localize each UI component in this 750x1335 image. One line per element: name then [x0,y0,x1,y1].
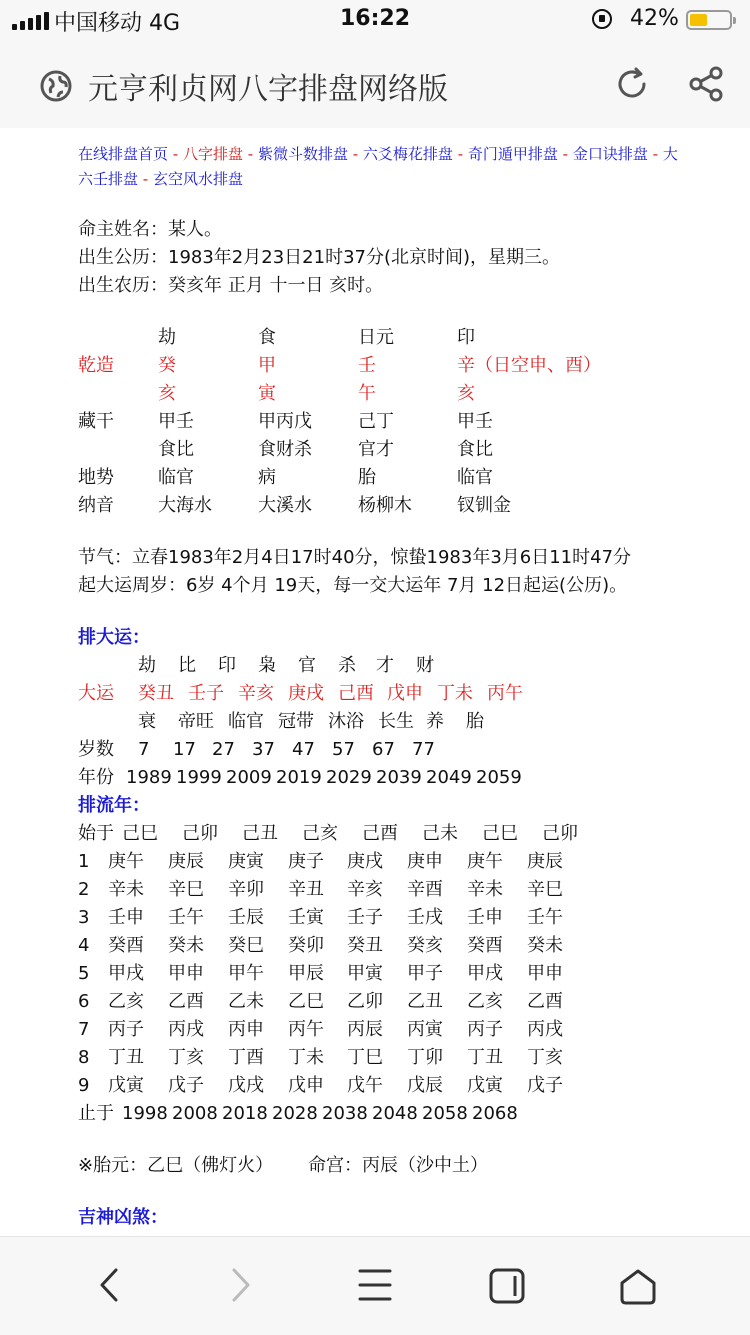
stem-cell: 辛（日空申、酉） [457,355,601,376]
liunian-cell: 丙子 [108,1019,144,1040]
page-title: 元亨利贞网八字排盘网络版 [88,72,448,107]
liunian-cell: 乙丑 [407,991,443,1012]
row-label: 止于 [78,1103,114,1124]
ten-gods-row [78,324,678,352]
canggan-god-cell: 官才 [358,439,394,460]
menu-icon[interactable] [358,1267,392,1303]
dishi-cell: 临官 [457,467,493,488]
stem-cell: 壬 [358,355,376,376]
birth-lunar: 出生农历：癸亥年 正月 十一日 亥时。 [78,275,384,296]
dayun-years-row [78,764,678,792]
liunian-cell: 癸酉 [467,935,503,956]
liunian-cell: 辛卯 [228,879,264,900]
liunian-cell: 癸巳 [228,935,264,956]
liunian-cell: 丙寅 [407,1019,443,1040]
canggan-cell: 己丁 [358,411,394,432]
dayun-state: 长生 [378,711,414,732]
dishi-cell: 病 [258,467,276,488]
battery-icon [686,10,732,30]
liunian-row [78,1016,678,1044]
liunian-cell: 癸卯 [288,935,324,956]
liunian-cell: 庚午 [467,851,503,872]
liunian-cell: 戊寅 [467,1075,503,1096]
nayin-cell: 杨柳木 [358,495,412,516]
dayun-age: 7 [138,739,150,760]
forward-icon[interactable] [226,1267,254,1303]
dayun-year: 1989 [126,767,172,788]
liunian-cell: 壬辰 [228,907,264,928]
liunian-cell: 辛未 [467,879,503,900]
liunian-cell: 壬午 [168,907,204,928]
battery-percent: 42% [630,6,679,31]
row-number: 3 [78,907,90,928]
nav-link-bazi[interactable]: 八字排盘 [182,145,243,163]
branches-row [78,380,678,408]
liunian-end-row [78,1100,678,1128]
row-label: 年份 [78,767,114,788]
row-number: 1 [78,851,90,872]
dayun-pillar: 壬子 [188,683,224,704]
site-nav: 在线排盘首页 - 八字排盘 - 紫微斗数排盘 - 六爻梅花排盘 - 奇门遁甲排盘 - 金口诀排盘 - 大六壬排盘 - 玄空风水排盘 [78,145,678,188]
liunian-row [78,1072,678,1100]
liunian-section [78,792,678,1128]
dayun-state: 临官 [228,711,264,732]
liunian-cell: 己卯 [542,823,578,844]
row-label: 纳音 [78,495,114,516]
liunian-end-year: 2068 [472,1103,518,1124]
dayun-age: 17 [173,739,196,760]
liunian-cell: 戊子 [168,1075,204,1096]
taiyuan-minggong [78,1152,678,1180]
liunian-cell: 甲申 [168,963,204,984]
row-number: 6 [78,991,90,1012]
nav-link-qimen[interactable]: 奇门遁甲排盘 [467,145,558,163]
liunian-cell: 戊戌 [228,1075,264,1096]
liunian-cell: 己巳 [482,823,518,844]
birth-solar: 出生公历：1983年2月23日21时37分(北京时间)，星期三。 [78,247,561,268]
bazi-chart [78,324,678,520]
dayun-god: 枭 [258,655,276,676]
dayun-ages-row [78,736,678,764]
liunian-cell: 壬子 [347,907,383,928]
canggan-god-cell: 食财杀 [258,439,312,460]
rotation-lock-icon [592,9,612,29]
dayun-age: 27 [212,739,235,760]
liunian-cell: 乙卯 [347,991,383,1012]
dayun-year: 2019 [276,767,322,788]
liunian-cell: 庚戌 [347,851,383,872]
globe-icon [40,70,72,102]
liunian-end-year: 2058 [422,1103,468,1124]
liunian-cell: 乙酉 [527,991,563,1012]
dayun-age: 37 [252,739,275,760]
stem-cell: 甲 [258,355,276,376]
minggong-text: 命宫：丙辰（沙中土） [308,1155,488,1176]
tabs-icon[interactable] [488,1267,526,1305]
liunian-cell: 辛酉 [407,879,443,900]
branch-cell: 午 [358,383,376,404]
nav-link-daliuren[interactable]: 大六壬排盘 [78,145,678,188]
row-number: 9 [78,1075,90,1096]
dayun-god: 劫 [138,655,156,676]
dayun-gods-row [78,652,678,680]
dayun-god: 财 [416,655,434,676]
liunian-cell: 癸未 [527,935,563,956]
nav-link-home[interactable]: 在线排盘首页 [78,145,169,163]
liunian-cell: 丁卯 [407,1047,443,1068]
jishen-title: 吉神凶煞： [78,1207,168,1228]
liunian-cell: 甲寅 [347,963,383,984]
jieqi-info [78,544,678,600]
liunian-cell: 戊寅 [108,1075,144,1096]
row-label: 地势 [78,467,114,488]
dayun-year: 2059 [476,767,522,788]
liunian-cell: 丁丑 [108,1047,144,1068]
branch-cell: 寅 [258,383,276,404]
browser-header [0,40,750,128]
branch-cell: 亥 [457,383,475,404]
liunian-cell: 壬寅 [288,907,324,928]
dayun-states-row [78,708,678,736]
liunian-cell: 甲戌 [108,963,144,984]
row-label: 岁数 [78,739,114,760]
dayun-state: 养 [426,711,444,732]
liunian-cell: 庚子 [288,851,324,872]
liunian-cell: 庚午 [108,851,144,872]
liunian-cell: 己巳 [122,823,158,844]
liunian-cell: 癸未 [168,935,204,956]
dayun-year: 2029 [326,767,372,788]
liunian-row [78,848,678,876]
liunian-cell: 壬申 [108,907,144,928]
liunian-cell: 己丑 [242,823,278,844]
back-icon[interactable] [96,1267,124,1303]
dayun-state: 胎 [466,711,484,732]
row-number: 4 [78,935,90,956]
liunian-cell: 甲辰 [288,963,324,984]
liunian-cell: 丙辰 [347,1019,383,1040]
canggan-row [78,408,678,436]
row-number: 2 [78,879,90,900]
liunian-cell: 戊辰 [407,1075,443,1096]
liunian-cell: 己酉 [362,823,398,844]
dayun-god: 才 [376,655,394,676]
liunian-cell: 丁未 [288,1047,324,1068]
liunian-end-year: 2048 [372,1103,418,1124]
nav-link-xuankong[interactable]: 玄空风水排盘 [152,170,243,188]
god-cell: 劫 [158,327,176,348]
liunian-cell: 甲申 [527,963,563,984]
dayun-state: 冠带 [278,711,314,732]
nayin-cell: 钗钏金 [457,495,511,516]
dayun-year: 2009 [226,767,272,788]
dayun-god: 比 [178,655,196,676]
liunian-cell: 辛巳 [168,879,204,900]
dayun-year: 2049 [426,767,472,788]
liunian-start-row [78,820,678,848]
liunian-end-year: 2018 [222,1103,268,1124]
liunian-cell: 甲戌 [467,963,503,984]
dayun-section [78,624,678,792]
liunian-cell: 庚辰 [168,851,204,872]
liunian-cell: 戊午 [347,1075,383,1096]
canggan-god-cell: 食比 [457,439,493,460]
nav-link-ziwei[interactable]: 紫微斗数排盘 [257,145,348,163]
liunian-cell: 壬申 [467,907,503,928]
dayun-pillar: 己酉 [338,683,374,704]
page-content [78,142,678,1232]
liunian-cell: 辛亥 [347,879,383,900]
liunian-cell: 乙酉 [168,991,204,1012]
liunian-cell: 癸酉 [108,935,144,956]
liunian-end-year: 2038 [322,1103,368,1124]
liunian-cell: 庚辰 [527,851,563,872]
liunian-end-year: 2008 [172,1103,218,1124]
row-number: 5 [78,963,90,984]
nav-link-liuyao[interactable]: 六爻梅花排盘 [362,145,453,163]
liunian-cell: 戊申 [288,1075,324,1096]
liunian-cell: 己亥 [302,823,338,844]
carrier-label: 中国移动 4G [54,11,181,36]
liunian-cell: 戊子 [527,1075,563,1096]
canggan-cell: 甲壬 [158,411,194,432]
row-number: 7 [78,1019,90,1040]
jieqi-text: 节气：立春1983年2月4日17时40分，惊蛰1983年3月6日11时47分 [78,547,632,568]
god-cell: 食 [258,327,276,348]
dishi-row [78,464,678,492]
stems-row [78,352,678,380]
dayun-pillar: 丙午 [487,683,523,704]
liunian-cell: 辛巳 [527,879,563,900]
row-number: 8 [78,1047,90,1068]
god-cell: 印 [457,327,475,348]
home-icon[interactable] [618,1267,658,1307]
liunian-cell: 壬戌 [407,907,443,928]
liunian-cell: 辛未 [108,879,144,900]
liunian-cell: 癸丑 [347,935,383,956]
dayun-pillar: 庚戌 [288,683,324,704]
liunian-cell: 丁丑 [467,1047,503,1068]
liunian-cell: 乙亥 [467,991,503,1012]
liunian-cell: 丁巳 [347,1047,383,1068]
liunian-row [78,932,678,960]
liunian-cell: 丁亥 [527,1047,563,1068]
liunian-cell: 辛丑 [288,879,324,900]
dayun-state: 衰 [138,711,156,732]
dayun-god: 印 [218,655,236,676]
dayun-pillar: 戊申 [387,683,423,704]
liunian-row [78,904,678,932]
liunian-cell: 庚寅 [228,851,264,872]
liunian-cell: 乙巳 [288,991,324,1012]
liunian-title: 排流年： [78,795,150,816]
dayun-year: 1999 [176,767,222,788]
reload-icon[interactable] [614,66,650,102]
liunian-cell: 丙戌 [527,1019,563,1040]
dayun-god: 官 [298,655,316,676]
liunian-row [78,1044,678,1072]
dayun-age: 47 [292,739,315,760]
liunian-cell: 甲午 [228,963,264,984]
god-cell: 日元 [358,327,394,348]
liunian-row [78,960,678,988]
dayun-age: 57 [332,739,355,760]
liunian-end-year: 2028 [272,1103,318,1124]
dayun-age: 67 [372,739,395,760]
liunian-cell: 乙未 [228,991,264,1012]
liunian-row [78,988,678,1016]
nav-link-jinkoujue[interactable]: 金口诀排盘 [572,145,648,163]
canggan-cell: 甲丙戊 [258,411,312,432]
taiyuan-text: ※胎元：乙巳（佛灯火） [78,1155,274,1176]
row-label: 乾造 [78,355,114,376]
dayun-pillar: 丁未 [437,683,473,704]
dayun-pillar: 辛亥 [238,683,274,704]
row-label: 始于 [78,823,114,844]
clock: 16:22 [339,6,411,31]
liunian-end-year: 1998 [122,1103,168,1124]
stem-cell: 癸 [158,355,176,376]
liunian-cell: 丁亥 [168,1047,204,1068]
dayun-age: 77 [412,739,435,760]
person-name: 命主姓名：某人。 [78,219,222,240]
status-bar [0,0,750,40]
branch-cell: 亥 [158,383,176,404]
row-label: 大运 [78,683,114,704]
liunian-cell: 壬午 [527,907,563,928]
liunian-row [78,876,678,904]
liunian-cell: 己卯 [182,823,218,844]
dayun-god: 杀 [338,655,356,676]
canggan-cell: 甲壬 [457,411,493,432]
row-label: 藏干 [78,411,114,432]
dayun-state: 帝旺 [178,711,214,732]
liunian-cell: 乙亥 [108,991,144,1012]
qiyun-text: 起大运周岁：6岁 4个月 19天，每一交大运年 7月 12日起运(公历)。 [78,575,628,596]
person-info [78,216,678,300]
dayun-pillar: 癸丑 [138,683,174,704]
share-icon[interactable] [686,64,726,104]
liunian-cell: 丙戌 [168,1019,204,1040]
dayun-year: 2039 [376,767,422,788]
canggan-god-cell: 食比 [158,439,194,460]
liunian-cell: 丁酉 [228,1047,264,1068]
nayin-cell: 大海水 [158,495,212,516]
liunian-cell: 丙午 [288,1019,324,1040]
liunian-cell: 己未 [422,823,458,844]
dayun-pillars-row [78,680,678,708]
liunian-cell: 丙子 [467,1019,503,1040]
dayun-state: 沐浴 [328,711,364,732]
dishi-cell: 胎 [358,467,376,488]
dayun-title: 排大运： [78,627,150,648]
dishi-cell: 临官 [158,467,194,488]
bottom-toolbar [0,1236,750,1335]
nayin-cell: 大溪水 [258,495,312,516]
liunian-cell: 丙申 [228,1019,264,1040]
liunian-cell: 癸亥 [407,935,443,956]
liunian-cell: 甲子 [407,963,443,984]
liunian-cell: 庚申 [407,851,443,872]
canggan-gods-row [78,436,678,464]
nayin-row [78,492,678,520]
